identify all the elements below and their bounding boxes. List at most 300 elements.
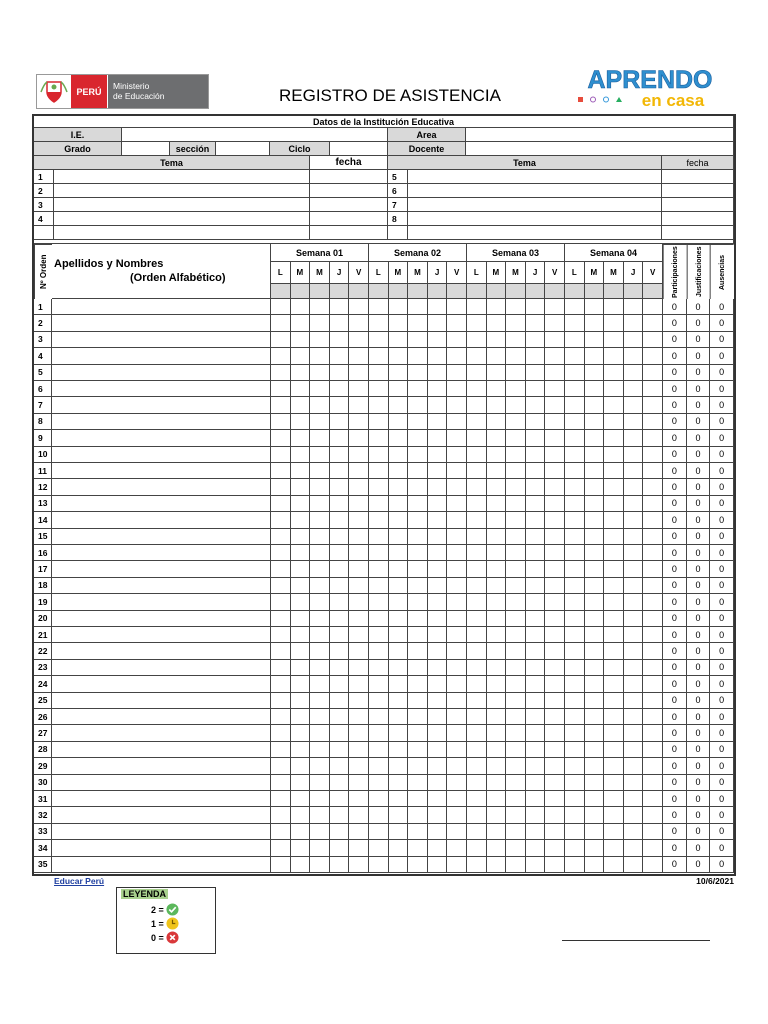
attendance-cell[interactable] — [487, 414, 507, 430]
attendance-cell[interactable] — [506, 725, 526, 741]
attendance-cell[interactable] — [506, 676, 526, 692]
topic-date-field[interactable] — [662, 170, 734, 184]
attendance-cell[interactable] — [369, 807, 389, 823]
attendance-cell[interactable] — [604, 758, 624, 774]
attendance-cell[interactable] — [506, 611, 526, 627]
attendance-cell[interactable] — [330, 627, 350, 643]
attendance-cell[interactable] — [487, 594, 507, 610]
attendance-cell[interactable] — [369, 381, 389, 397]
attendance-cell[interactable] — [349, 660, 369, 676]
attendance-cell[interactable] — [428, 857, 448, 873]
attendance-cell[interactable] — [526, 430, 546, 446]
attendance-cell[interactable] — [604, 397, 624, 413]
attendance-cell[interactable] — [545, 578, 565, 594]
attendance-cell[interactable] — [565, 430, 585, 446]
attendance-cell[interactable] — [349, 447, 369, 463]
attendance-cell[interactable] — [467, 348, 487, 364]
attendance-cell[interactable] — [349, 758, 369, 774]
attendance-cell[interactable] — [389, 643, 409, 659]
attendance-cell[interactable] — [624, 463, 644, 479]
attendance-cell[interactable] — [389, 594, 409, 610]
attendance-cell[interactable] — [565, 529, 585, 545]
attendance-cell[interactable] — [369, 643, 389, 659]
attendance-cell[interactable] — [271, 742, 291, 758]
attendance-cell[interactable] — [369, 725, 389, 741]
attendance-cell[interactable] — [389, 332, 409, 348]
ie-field[interactable] — [122, 128, 388, 142]
attendance-cell[interactable] — [271, 725, 291, 741]
attendance-cell[interactable] — [447, 807, 467, 823]
attendance-cell[interactable] — [624, 758, 644, 774]
attendance-cell[interactable] — [310, 397, 330, 413]
attendance-cell[interactable] — [467, 529, 487, 545]
attendance-cell[interactable] — [428, 824, 448, 840]
attendance-cell[interactable] — [291, 299, 311, 315]
student-name-field[interactable] — [52, 512, 271, 528]
attendance-cell[interactable] — [271, 807, 291, 823]
attendance-cell[interactable] — [643, 775, 663, 791]
attendance-cell[interactable] — [310, 496, 330, 512]
attendance-cell[interactable] — [545, 742, 565, 758]
attendance-cell[interactable] — [447, 430, 467, 446]
student-name-field[interactable] — [52, 299, 271, 315]
attendance-cell[interactable] — [369, 840, 389, 856]
attendance-cell[interactable] — [349, 529, 369, 545]
attendance-cell[interactable] — [526, 578, 546, 594]
attendance-cell[interactable] — [271, 857, 291, 873]
attendance-cell[interactable] — [526, 463, 546, 479]
attendance-cell[interactable] — [349, 365, 369, 381]
attendance-cell[interactable] — [565, 676, 585, 692]
attendance-cell[interactable] — [447, 315, 467, 331]
attendance-cell[interactable] — [330, 447, 350, 463]
attendance-cell[interactable] — [310, 348, 330, 364]
attendance-cell[interactable] — [643, 791, 663, 807]
attendance-cell[interactable] — [506, 561, 526, 577]
attendance-cell[interactable] — [545, 299, 565, 315]
attendance-cell[interactable] — [467, 824, 487, 840]
attendance-cell[interactable] — [271, 529, 291, 545]
attendance-cell[interactable] — [447, 365, 467, 381]
attendance-cell[interactable] — [408, 447, 428, 463]
attendance-cell[interactable] — [389, 627, 409, 643]
attendance-cell[interactable] — [585, 299, 605, 315]
attendance-cell[interactable] — [428, 414, 448, 430]
attendance-cell[interactable] — [643, 545, 663, 561]
attendance-cell[interactable] — [526, 742, 546, 758]
attendance-cell[interactable] — [643, 758, 663, 774]
attendance-cell[interactable] — [369, 496, 389, 512]
topic-field[interactable] — [54, 184, 310, 198]
attendance-cell[interactable] — [643, 709, 663, 725]
attendance-cell[interactable] — [487, 857, 507, 873]
attendance-cell[interactable] — [604, 512, 624, 528]
attendance-cell[interactable] — [330, 676, 350, 692]
attendance-cell[interactable] — [330, 594, 350, 610]
attendance-cell[interactable] — [526, 643, 546, 659]
attendance-cell[interactable] — [467, 414, 487, 430]
attendance-cell[interactable] — [585, 430, 605, 446]
attendance-cell[interactable] — [271, 430, 291, 446]
attendance-cell[interactable] — [487, 447, 507, 463]
attendance-cell[interactable] — [369, 315, 389, 331]
topic-date-field[interactable] — [310, 184, 388, 198]
attendance-cell[interactable] — [330, 693, 350, 709]
attendance-cell[interactable] — [624, 447, 644, 463]
attendance-cell[interactable] — [408, 643, 428, 659]
grado-field[interactable] — [122, 142, 170, 156]
attendance-cell[interactable] — [643, 430, 663, 446]
attendance-cell[interactable] — [389, 512, 409, 528]
attendance-cell[interactable] — [330, 758, 350, 774]
attendance-cell[interactable] — [369, 693, 389, 709]
attendance-cell[interactable] — [369, 397, 389, 413]
attendance-cell[interactable] — [487, 725, 507, 741]
attendance-cell[interactable] — [428, 479, 448, 495]
attendance-cell[interactable] — [643, 561, 663, 577]
attendance-cell[interactable] — [624, 693, 644, 709]
attendance-cell[interactable] — [349, 479, 369, 495]
attendance-cell[interactable] — [447, 725, 467, 741]
attendance-cell[interactable] — [604, 660, 624, 676]
attendance-cell[interactable] — [585, 332, 605, 348]
attendance-cell[interactable] — [447, 709, 467, 725]
attendance-cell[interactable] — [447, 512, 467, 528]
attendance-cell[interactable] — [408, 545, 428, 561]
attendance-cell[interactable] — [271, 479, 291, 495]
attendance-cell[interactable] — [408, 693, 428, 709]
attendance-cell[interactable] — [487, 529, 507, 545]
attendance-cell[interactable] — [487, 627, 507, 643]
attendance-cell[interactable] — [604, 381, 624, 397]
attendance-cell[interactable] — [506, 807, 526, 823]
attendance-cell[interactable] — [310, 414, 330, 430]
attendance-cell[interactable] — [428, 365, 448, 381]
attendance-cell[interactable] — [291, 332, 311, 348]
attendance-cell[interactable] — [467, 676, 487, 692]
attendance-cell[interactable] — [643, 676, 663, 692]
attendance-cell[interactable] — [447, 447, 467, 463]
attendance-cell[interactable] — [310, 643, 330, 659]
attendance-cell[interactable] — [447, 660, 467, 676]
attendance-cell[interactable] — [330, 660, 350, 676]
attendance-cell[interactable] — [310, 742, 330, 758]
attendance-cell[interactable] — [585, 840, 605, 856]
attendance-cell[interactable] — [271, 643, 291, 659]
attendance-cell[interactable] — [565, 463, 585, 479]
attendance-cell[interactable] — [643, 463, 663, 479]
attendance-cell[interactable] — [565, 561, 585, 577]
topic-date-field[interactable] — [662, 226, 734, 240]
attendance-cell[interactable] — [389, 676, 409, 692]
attendance-cell[interactable] — [408, 414, 428, 430]
attendance-cell[interactable] — [526, 594, 546, 610]
attendance-cell[interactable] — [506, 643, 526, 659]
topic-date-field[interactable] — [310, 198, 388, 212]
attendance-cell[interactable] — [428, 315, 448, 331]
attendance-cell[interactable] — [291, 775, 311, 791]
attendance-cell[interactable] — [526, 693, 546, 709]
attendance-cell[interactable] — [604, 578, 624, 594]
attendance-cell[interactable] — [604, 807, 624, 823]
attendance-cell[interactable] — [291, 725, 311, 741]
topic-field[interactable] — [54, 226, 310, 240]
attendance-cell[interactable] — [291, 529, 311, 545]
topic-date-field[interactable] — [310, 170, 388, 184]
topic-field[interactable] — [408, 226, 662, 240]
attendance-cell[interactable] — [389, 299, 409, 315]
attendance-cell[interactable] — [389, 496, 409, 512]
attendance-cell[interactable] — [585, 857, 605, 873]
attendance-cell[interactable] — [585, 496, 605, 512]
attendance-cell[interactable] — [310, 791, 330, 807]
attendance-cell[interactable] — [389, 529, 409, 545]
attendance-cell[interactable] — [408, 430, 428, 446]
area-field[interactable] — [466, 128, 734, 142]
student-name-field[interactable] — [52, 594, 271, 610]
attendance-cell[interactable] — [565, 857, 585, 873]
attendance-cell[interactable] — [291, 742, 311, 758]
attendance-cell[interactable] — [291, 791, 311, 807]
attendance-cell[interactable] — [545, 397, 565, 413]
attendance-cell[interactable] — [310, 840, 330, 856]
attendance-cell[interactable] — [310, 332, 330, 348]
attendance-cell[interactable] — [428, 561, 448, 577]
attendance-cell[interactable] — [428, 529, 448, 545]
attendance-cell[interactable] — [369, 627, 389, 643]
attendance-cell[interactable] — [565, 594, 585, 610]
attendance-cell[interactable] — [310, 807, 330, 823]
attendance-cell[interactable] — [310, 824, 330, 840]
attendance-cell[interactable] — [389, 430, 409, 446]
attendance-cell[interactable] — [310, 758, 330, 774]
attendance-cell[interactable] — [526, 529, 546, 545]
attendance-cell[interactable] — [330, 365, 350, 381]
attendance-cell[interactable] — [271, 561, 291, 577]
attendance-cell[interactable] — [565, 643, 585, 659]
attendance-cell[interactable] — [389, 397, 409, 413]
attendance-cell[interactable] — [310, 512, 330, 528]
attendance-cell[interactable] — [565, 709, 585, 725]
attendance-cell[interactable] — [643, 742, 663, 758]
topic-field[interactable] — [408, 212, 662, 226]
attendance-cell[interactable] — [624, 578, 644, 594]
attendance-cell[interactable] — [330, 725, 350, 741]
student-name-field[interactable] — [52, 676, 271, 692]
attendance-cell[interactable] — [585, 315, 605, 331]
attendance-cell[interactable] — [389, 561, 409, 577]
attendance-cell[interactable] — [467, 758, 487, 774]
attendance-cell[interactable] — [389, 447, 409, 463]
attendance-cell[interactable] — [447, 840, 467, 856]
attendance-cell[interactable] — [428, 463, 448, 479]
attendance-cell[interactable] — [624, 414, 644, 430]
attendance-cell[interactable] — [506, 315, 526, 331]
attendance-cell[interactable] — [271, 578, 291, 594]
attendance-cell[interactable] — [389, 660, 409, 676]
attendance-cell[interactable] — [467, 643, 487, 659]
attendance-cell[interactable] — [467, 742, 487, 758]
attendance-cell[interactable] — [506, 365, 526, 381]
attendance-cell[interactable] — [408, 299, 428, 315]
attendance-cell[interactable] — [349, 594, 369, 610]
attendance-cell[interactable] — [291, 709, 311, 725]
attendance-cell[interactable] — [526, 775, 546, 791]
attendance-cell[interactable] — [467, 381, 487, 397]
attendance-cell[interactable] — [467, 299, 487, 315]
attendance-cell[interactable] — [467, 561, 487, 577]
attendance-cell[interactable] — [349, 693, 369, 709]
attendance-cell[interactable] — [604, 627, 624, 643]
attendance-cell[interactable] — [604, 414, 624, 430]
attendance-cell[interactable] — [291, 496, 311, 512]
student-name-field[interactable] — [52, 611, 271, 627]
attendance-cell[interactable] — [389, 348, 409, 364]
attendance-cell[interactable] — [487, 332, 507, 348]
attendance-cell[interactable] — [526, 414, 546, 430]
attendance-cell[interactable] — [545, 545, 565, 561]
attendance-cell[interactable] — [487, 496, 507, 512]
attendance-cell[interactable] — [389, 840, 409, 856]
attendance-cell[interactable] — [369, 709, 389, 725]
attendance-cell[interactable] — [526, 758, 546, 774]
attendance-cell[interactable] — [408, 807, 428, 823]
attendance-cell[interactable] — [506, 791, 526, 807]
attendance-cell[interactable] — [310, 545, 330, 561]
attendance-cell[interactable] — [389, 479, 409, 495]
attendance-cell[interactable] — [349, 578, 369, 594]
attendance-cell[interactable] — [487, 315, 507, 331]
attendance-cell[interactable] — [330, 348, 350, 364]
attendance-cell[interactable] — [487, 807, 507, 823]
student-name-field[interactable] — [52, 758, 271, 774]
attendance-cell[interactable] — [428, 348, 448, 364]
attendance-cell[interactable] — [487, 479, 507, 495]
attendance-cell[interactable] — [585, 676, 605, 692]
attendance-cell[interactable] — [643, 299, 663, 315]
attendance-cell[interactable] — [487, 348, 507, 364]
attendance-cell[interactable] — [447, 463, 467, 479]
attendance-cell[interactable] — [506, 430, 526, 446]
attendance-cell[interactable] — [330, 545, 350, 561]
attendance-cell[interactable] — [369, 791, 389, 807]
attendance-cell[interactable] — [310, 479, 330, 495]
attendance-cell[interactable] — [291, 676, 311, 692]
attendance-cell[interactable] — [428, 512, 448, 528]
attendance-cell[interactable] — [330, 381, 350, 397]
attendance-cell[interactable] — [291, 578, 311, 594]
attendance-cell[interactable] — [408, 775, 428, 791]
attendance-cell[interactable] — [408, 840, 428, 856]
attendance-cell[interactable] — [526, 561, 546, 577]
attendance-cell[interactable] — [467, 857, 487, 873]
attendance-cell[interactable] — [585, 561, 605, 577]
attendance-cell[interactable] — [565, 775, 585, 791]
attendance-cell[interactable] — [291, 365, 311, 381]
attendance-cell[interactable] — [604, 742, 624, 758]
attendance-cell[interactable] — [389, 578, 409, 594]
attendance-cell[interactable] — [526, 725, 546, 741]
attendance-cell[interactable] — [604, 430, 624, 446]
attendance-cell[interactable] — [271, 512, 291, 528]
attendance-cell[interactable] — [585, 578, 605, 594]
attendance-cell[interactable] — [624, 594, 644, 610]
attendance-cell[interactable] — [643, 381, 663, 397]
attendance-cell[interactable] — [291, 758, 311, 774]
attendance-cell[interactable] — [545, 430, 565, 446]
attendance-cell[interactable] — [643, 512, 663, 528]
attendance-cell[interactable] — [330, 807, 350, 823]
attendance-cell[interactable] — [310, 775, 330, 791]
attendance-cell[interactable] — [467, 496, 487, 512]
attendance-cell[interactable] — [447, 611, 467, 627]
attendance-cell[interactable] — [447, 414, 467, 430]
attendance-cell[interactable] — [565, 627, 585, 643]
attendance-cell[interactable] — [389, 365, 409, 381]
attendance-cell[interactable] — [271, 299, 291, 315]
attendance-cell[interactable] — [643, 529, 663, 545]
attendance-cell[interactable] — [389, 742, 409, 758]
attendance-cell[interactable] — [467, 791, 487, 807]
student-name-field[interactable] — [52, 742, 271, 758]
attendance-cell[interactable] — [310, 611, 330, 627]
attendance-cell[interactable] — [624, 791, 644, 807]
attendance-cell[interactable] — [545, 824, 565, 840]
attendance-cell[interactable] — [271, 824, 291, 840]
attendance-cell[interactable] — [447, 627, 467, 643]
attendance-cell[interactable] — [487, 758, 507, 774]
attendance-cell[interactable] — [291, 561, 311, 577]
attendance-cell[interactable] — [428, 807, 448, 823]
attendance-cell[interactable] — [565, 397, 585, 413]
attendance-cell[interactable] — [330, 857, 350, 873]
attendance-cell[interactable] — [428, 775, 448, 791]
attendance-cell[interactable] — [526, 676, 546, 692]
attendance-cell[interactable] — [447, 775, 467, 791]
attendance-cell[interactable] — [369, 660, 389, 676]
attendance-cell[interactable] — [545, 479, 565, 495]
attendance-cell[interactable] — [349, 857, 369, 873]
attendance-cell[interactable] — [643, 660, 663, 676]
attendance-cell[interactable] — [526, 824, 546, 840]
topic-date-field[interactable] — [662, 184, 734, 198]
attendance-cell[interactable] — [447, 545, 467, 561]
attendance-cell[interactable] — [545, 512, 565, 528]
attendance-cell[interactable] — [389, 758, 409, 774]
attendance-cell[interactable] — [585, 758, 605, 774]
attendance-cell[interactable] — [506, 775, 526, 791]
attendance-cell[interactable] — [408, 824, 428, 840]
attendance-cell[interactable] — [428, 545, 448, 561]
attendance-cell[interactable] — [291, 840, 311, 856]
attendance-cell[interactable] — [487, 824, 507, 840]
topic-field[interactable] — [408, 170, 662, 184]
attendance-cell[interactable] — [271, 365, 291, 381]
attendance-cell[interactable] — [349, 348, 369, 364]
attendance-cell[interactable] — [604, 857, 624, 873]
attendance-cell[interactable] — [545, 332, 565, 348]
attendance-cell[interactable] — [565, 299, 585, 315]
attendance-cell[interactable] — [349, 840, 369, 856]
attendance-cell[interactable] — [506, 414, 526, 430]
attendance-cell[interactable] — [624, 299, 644, 315]
topic-date-field[interactable] — [310, 226, 388, 240]
attendance-cell[interactable] — [604, 348, 624, 364]
attendance-cell[interactable] — [428, 496, 448, 512]
attendance-cell[interactable] — [604, 611, 624, 627]
attendance-cell[interactable] — [447, 742, 467, 758]
attendance-cell[interactable] — [487, 463, 507, 479]
